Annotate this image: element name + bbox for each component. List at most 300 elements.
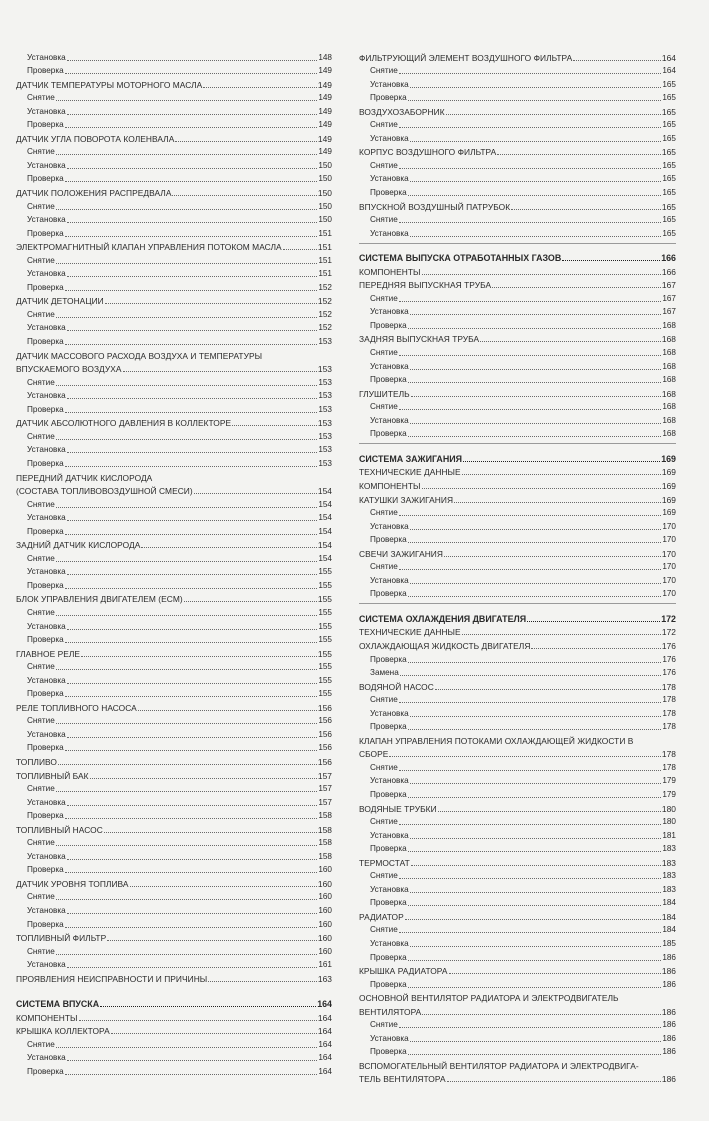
dot-leader <box>410 369 662 370</box>
toc-subentry[interactable] <box>359 1017 676 1031</box>
dot-leader <box>138 710 317 711</box>
toc-entry[interactable] <box>359 464 676 478</box>
toc-entry-title: Установка <box>27 797 66 807</box>
dot-leader <box>175 141 317 142</box>
toc-subentry[interactable] <box>359 130 676 144</box>
dot-leader <box>67 168 318 169</box>
page-number: 152 <box>318 309 332 319</box>
page-number: 154 <box>318 499 332 509</box>
toc-subentry[interactable] <box>16 1050 332 1064</box>
dot-leader <box>411 396 661 397</box>
toc-subentry[interactable] <box>359 692 676 706</box>
toc-entry-title: Снятие <box>370 1020 398 1030</box>
page-number: 160 <box>318 919 332 929</box>
toc-entry-title: ВСПОМОГАТЕЛЬНЫЙ ВЕНТИЛЯТОР РАДИАТОРА И ЭЛЕКТРОДВИГА- <box>359 1060 639 1071</box>
dot-leader <box>399 878 662 879</box>
dot-leader <box>56 154 318 155</box>
page-number: 183 <box>662 871 676 881</box>
dot-leader <box>56 263 318 264</box>
toc-subentry[interactable] <box>16 212 332 226</box>
toc-subentry[interactable] <box>16 117 332 131</box>
toc-subentry[interactable] <box>16 496 332 510</box>
page-number: 165 <box>662 93 676 103</box>
toc-subentry[interactable] <box>16 428 332 442</box>
toc-entry[interactable] <box>16 347 332 361</box>
toc-subentry[interactable] <box>359 935 676 949</box>
toc-entry-title: СБОРЕ <box>359 749 389 760</box>
toc-entry[interactable] <box>16 415 332 429</box>
toc-subentry[interactable] <box>359 184 676 198</box>
toc-subentry[interactable] <box>359 532 676 546</box>
page-number: 163 <box>317 973 332 984</box>
toc-subentry[interactable] <box>359 572 676 586</box>
toc-subentry[interactable] <box>359 586 676 600</box>
dot-leader <box>283 249 317 250</box>
toc-entry-title: ОСНОВНОЙ ВЕНТИЛЯТОР РАДИАТОРА И ЭЛЕКТРОДВИГАТЕЛЬ <box>359 993 619 1004</box>
toc-subentry[interactable] <box>16 63 332 77</box>
dot-leader <box>67 1060 318 1061</box>
dot-leader <box>410 838 662 839</box>
dot-leader <box>56 317 318 318</box>
toc-subentry[interactable] <box>359 976 676 990</box>
toc-entry[interactable] <box>359 624 676 638</box>
toc-subentry[interactable] <box>359 827 676 841</box>
toc-entry-title: Проверка <box>370 979 407 989</box>
toc-entry-title: Установка <box>370 415 409 425</box>
toc-subentry[interactable] <box>359 76 676 90</box>
toc-subentry[interactable] <box>359 881 676 895</box>
toc-subentry[interactable] <box>16 726 332 740</box>
toc-subentry[interactable] <box>359 773 676 787</box>
toc-subentry[interactable] <box>16 659 332 673</box>
toc-entry-title: КОМПОНЕНТЫ <box>16 1012 78 1023</box>
toc-subentry[interactable] <box>359 814 676 828</box>
toc-entry-title: Установка <box>370 361 409 371</box>
toc-subentry[interactable] <box>16 333 332 347</box>
toc-subentry[interactable] <box>16 835 332 849</box>
section-divider <box>359 443 676 444</box>
toc-entry[interactable] <box>359 800 676 814</box>
toc-subentry[interactable] <box>16 550 332 564</box>
toc-subentry[interactable] <box>16 401 332 415</box>
toc-entry[interactable] <box>16 239 332 253</box>
toc-entry-title: Установка <box>27 675 66 685</box>
toc-entry[interactable] <box>359 678 676 692</box>
toc-subentry[interactable] <box>16 632 332 646</box>
toc-entry-title: Снятие <box>27 147 55 157</box>
toc-entry[interactable] <box>16 753 332 767</box>
page-number: 167 <box>661 280 676 291</box>
toc-subentry[interactable] <box>359 841 676 855</box>
toc-entry[interactable] <box>16 821 332 835</box>
toc-entry-title: Установка <box>27 906 66 915</box>
toc-entry[interactable] <box>359 477 676 491</box>
toc-subentry[interactable] <box>16 1063 332 1077</box>
page-number: 164 <box>317 999 332 1010</box>
toc-entry-title: Снятие <box>27 499 55 509</box>
page-number: 155 <box>318 675 332 685</box>
dot-leader <box>67 222 318 223</box>
dot-leader <box>399 222 662 223</box>
toc-entry[interactable] <box>359 277 676 291</box>
toc-entry-title: Проверка <box>370 375 407 385</box>
page-number: 156 <box>318 729 332 739</box>
toc-subentry[interactable] <box>16 957 332 971</box>
page-number: 183 <box>661 857 676 868</box>
toc-subentry[interactable] <box>16 49 332 63</box>
page-number: 156 <box>318 743 332 753</box>
toc-entry-title: КОМПОНЕНТЫ <box>359 480 421 491</box>
page-number: 186 <box>662 1033 676 1043</box>
page-number: 165 <box>662 215 676 225</box>
toc-section-heading[interactable] <box>359 450 676 464</box>
dot-leader <box>497 154 661 155</box>
toc-subentry[interactable] <box>359 317 676 331</box>
page-number: 160 <box>318 906 332 915</box>
dot-leader <box>67 574 318 575</box>
page-number: 166 <box>661 266 676 277</box>
toc-subentry[interactable] <box>16 781 332 795</box>
toc-entry[interactable] <box>359 1057 676 1071</box>
toc-entry-title: Установка <box>27 729 66 739</box>
page-number: 168 <box>662 429 676 439</box>
toc-entry-title: Проверка <box>370 535 407 545</box>
toc-entry[interactable] <box>359 331 676 345</box>
page-number: 149 <box>318 106 332 116</box>
toc-entry-title: КЛАПАН УПРАВЛЕНИЯ ПОТОКАМИ ОХЛАЖДАЮЩЕЙ ЖИДКОСТИ В <box>359 735 634 746</box>
toc-entry-title: Снятие <box>370 925 398 935</box>
toc-entry-title: Установка <box>27 851 66 861</box>
toc-entry-title: ТЕХНИЧЕСКИЕ ДАННЫЕ <box>359 467 461 478</box>
toc-subentry[interactable] <box>359 705 676 719</box>
page-number: 160 <box>318 946 332 956</box>
page-number: 151 <box>318 269 332 279</box>
toc-entry[interactable] <box>359 1003 676 1017</box>
toc-subentry[interactable] <box>359 426 676 440</box>
dot-leader <box>56 954 318 955</box>
toc-subentry[interactable] <box>16 577 332 591</box>
toc-subentry[interactable] <box>16 157 332 171</box>
dot-leader <box>67 683 318 684</box>
page-number: 168 <box>662 348 676 358</box>
page-number: 186 <box>661 966 676 977</box>
toc-entry-title: Проверка <box>27 865 64 875</box>
toc-entry[interactable] <box>359 385 676 399</box>
toc-entry[interactable] <box>16 1009 332 1023</box>
dot-leader <box>410 892 662 893</box>
toc-subentry[interactable] <box>16 618 332 632</box>
toc-subentry[interactable] <box>359 665 676 679</box>
page-number: 158 <box>318 851 332 861</box>
page-number: 185 <box>662 939 676 948</box>
dot-leader <box>408 328 662 329</box>
toc-subentry[interactable] <box>359 759 676 773</box>
toc-subentry[interactable] <box>16 672 332 686</box>
dot-leader <box>130 886 317 887</box>
toc-subentry[interactable] <box>359 225 676 239</box>
toc-subentry[interactable] <box>359 786 676 800</box>
page-number: 179 <box>662 789 676 799</box>
toc-subentry[interactable] <box>359 1044 676 1058</box>
toc-subentry[interactable] <box>359 399 676 413</box>
toc-section-heading[interactable] <box>359 250 676 264</box>
page-number: 168 <box>661 334 676 345</box>
page-number: 165 <box>662 133 676 143</box>
dot-leader <box>573 60 661 61</box>
toc-entry[interactable] <box>359 545 676 559</box>
page-number: 164 <box>318 1053 332 1063</box>
toc-subentry[interactable] <box>359 895 676 909</box>
toc-subentry[interactable] <box>16 740 332 754</box>
toc-entry-title: ВПУСКНОЙ ВОЗДУШНЫЙ ПАТРУБОК <box>359 201 511 212</box>
toc-subentry[interactable] <box>16 198 332 212</box>
toc-subentry[interactable] <box>16 388 332 402</box>
toc-entry[interactable] <box>16 483 332 497</box>
toc-subentry[interactable] <box>359 559 676 573</box>
toc-entry[interactable] <box>16 537 332 551</box>
dot-leader <box>435 689 661 690</box>
toc-subentry[interactable] <box>16 90 332 104</box>
dot-leader <box>67 398 318 399</box>
page-number: 164 <box>317 1026 332 1037</box>
toc-subentry[interactable] <box>16 686 332 700</box>
dot-leader <box>408 905 662 906</box>
toc-subentry[interactable] <box>359 290 676 304</box>
toc-subentry[interactable] <box>359 868 676 882</box>
toc-subentry[interactable] <box>16 916 332 930</box>
toc-entry-title: ВПУСКАЕМОГО ВОЗДУХА <box>16 364 122 375</box>
dot-leader <box>399 73 662 74</box>
toc-entry[interactable] <box>359 263 676 277</box>
toc-entry-title: КРЫШКА КОЛЛЕКТОРА <box>16 1026 110 1037</box>
toc-subentry[interactable] <box>16 252 332 266</box>
toc-section-heading[interactable] <box>359 610 676 624</box>
toc-entry[interactable] <box>359 198 676 212</box>
toc-entry[interactable] <box>359 732 676 746</box>
page-number: 155 <box>318 689 332 699</box>
dot-leader <box>208 981 317 982</box>
toc-entry[interactable] <box>16 184 332 198</box>
toc-entry-title: ДАТЧИК УРОВНЯ ТОПЛИВА <box>16 878 129 889</box>
page-number: 168 <box>662 402 676 412</box>
toc-entry[interactable] <box>359 854 676 868</box>
toc-subentry[interactable] <box>16 713 332 727</box>
page-number: 155 <box>318 621 332 631</box>
toc-entry-title: Проверка <box>370 1047 407 1057</box>
page-number: 168 <box>662 415 676 425</box>
toc-entry[interactable] <box>16 930 332 944</box>
dot-leader <box>531 648 660 649</box>
toc-subentry[interactable] <box>16 171 332 185</box>
dot-leader <box>67 114 318 115</box>
dot-leader <box>65 344 318 345</box>
toc-entry-title: ВОДЯНОЙ НАСОС <box>359 681 434 692</box>
page-number: 183 <box>662 884 676 894</box>
page-number: 178 <box>662 708 676 718</box>
toc-entry-title: Снятие <box>27 309 55 319</box>
toc-subentry[interactable] <box>16 103 332 117</box>
toc-entry-title: Установка <box>370 228 409 238</box>
toc-entry[interactable] <box>16 875 332 889</box>
toc-subentry[interactable] <box>16 523 332 537</box>
page-number: 180 <box>662 817 676 827</box>
toc-subentry[interactable] <box>359 1030 676 1044</box>
toc-subentry[interactable] <box>359 505 676 519</box>
toc-entry[interactable] <box>359 990 676 1004</box>
toc-entry-title: Установка <box>27 513 66 523</box>
toc-entry-title: Снятие <box>370 348 398 358</box>
toc-section-heading[interactable] <box>16 996 332 1010</box>
dot-leader <box>562 260 660 261</box>
toc-entry-title: Проверка <box>27 282 64 292</box>
toc-subentry[interactable] <box>359 949 676 963</box>
toc-subentry[interactable] <box>16 144 332 158</box>
toc-subentry[interactable] <box>359 90 676 104</box>
toc-subentry[interactable] <box>16 564 332 578</box>
dot-leader <box>56 100 318 101</box>
toc-subentry[interactable] <box>16 943 332 957</box>
dot-leader <box>194 493 317 494</box>
toc-subentry[interactable] <box>359 117 676 131</box>
toc-entry[interactable] <box>16 293 332 307</box>
dot-leader <box>462 474 661 475</box>
toc-entry[interactable] <box>16 469 332 483</box>
dot-leader <box>410 1041 662 1042</box>
toc-entry[interactable] <box>359 1071 676 1085</box>
page-number: 169 <box>661 453 676 464</box>
page-number: 178 <box>661 681 676 692</box>
toc-entry[interactable] <box>16 970 332 984</box>
toc-entry-title: Снятие <box>27 946 55 956</box>
toc-entry[interactable] <box>16 591 332 605</box>
toc-entry-title: Снятие <box>370 293 398 303</box>
toc-subentry[interactable] <box>359 344 676 358</box>
dot-leader <box>449 973 661 974</box>
dot-leader <box>56 385 318 386</box>
page-number: 178 <box>662 722 676 732</box>
toc-subentry[interactable] <box>16 442 332 456</box>
toc-entry-title: Проверка <box>27 635 64 645</box>
toc-subentry[interactable] <box>16 848 332 862</box>
toc-subentry[interactable] <box>16 889 332 903</box>
dot-leader <box>400 675 662 676</box>
toc-entry-title: Установка <box>27 1053 66 1063</box>
toc-subentry[interactable] <box>16 374 332 388</box>
toc-entry[interactable] <box>16 767 332 781</box>
toc-subentry[interactable] <box>359 922 676 936</box>
toc-entry[interactable] <box>16 76 332 90</box>
toc-entry[interactable] <box>16 361 332 375</box>
dot-leader <box>399 702 662 703</box>
toc-entry-title: Снятие <box>370 762 398 772</box>
toc-entry[interactable] <box>16 130 332 144</box>
toc-entry-title: СИСТЕМА ВЫПУСКА ОТРАБОТАННЫХ ГАЗОВ <box>359 253 562 264</box>
toc-entry-title: Установка <box>27 160 66 170</box>
toc-entry-title: КРЫШКА РАДИАТОРА <box>359 966 448 977</box>
toc-subentry[interactable] <box>16 794 332 808</box>
toc-entry[interactable] <box>359 908 676 922</box>
toc-subentry[interactable] <box>16 604 332 618</box>
toc-entry[interactable] <box>359 637 676 651</box>
toc-subentry[interactable] <box>359 372 676 386</box>
toc-entry-title: Проверка <box>370 429 407 439</box>
toc-subentry[interactable] <box>16 808 332 822</box>
page-number: 158 <box>317 824 332 835</box>
toc-entry[interactable] <box>16 1023 332 1037</box>
toc-entry[interactable] <box>359 103 676 117</box>
toc-subentry[interactable] <box>16 320 332 334</box>
toc-subentry[interactable] <box>359 412 676 426</box>
toc-entry-title: Проверка <box>27 811 64 821</box>
dot-leader <box>107 940 317 941</box>
dot-leader <box>410 87 662 88</box>
toc-entry-title: ТЕРМОСТАТ <box>359 857 410 868</box>
page-number: 169 <box>661 494 676 505</box>
page-number: 184 <box>661 911 676 922</box>
page-number: 160 <box>317 933 332 944</box>
toc-subentry[interactable] <box>16 510 332 524</box>
toc-subentry[interactable] <box>16 902 332 916</box>
toc-entry[interactable] <box>359 963 676 977</box>
toc-entry[interactable] <box>16 645 332 659</box>
page-number: 170 <box>662 575 676 585</box>
page-number: 170 <box>662 562 676 572</box>
toc-entry-title: КАТУШКИ ЗАЖИГАНИЯ <box>359 494 454 505</box>
toc-entry-title: Снятие <box>370 871 398 881</box>
toc-entry[interactable] <box>359 491 676 505</box>
toc-subentry[interactable] <box>359 63 676 77</box>
toc-subentry[interactable] <box>359 171 676 185</box>
dot-leader <box>410 529 662 530</box>
toc-subentry[interactable] <box>16 225 332 239</box>
toc-subentry[interactable] <box>16 1036 332 1050</box>
page-number: 168 <box>662 361 676 371</box>
toc-subentry[interactable] <box>359 518 676 532</box>
page-number: 178 <box>661 749 676 760</box>
toc-subentry[interactable] <box>16 279 332 293</box>
toc-entry-title: Установка <box>370 307 409 317</box>
toc-entry-title: ДАТЧИК ДЕТОНАЦИИ <box>16 296 104 307</box>
page-number: 157 <box>318 784 332 794</box>
toc-entry-title: ТЕЛЬ ВЕНТИЛЯТОРА <box>359 1074 446 1085</box>
page-number: 154 <box>317 486 332 497</box>
toc-subentry[interactable] <box>16 862 332 876</box>
toc-entry-title: Проверка <box>370 188 407 198</box>
toc-subentry[interactable] <box>359 304 676 318</box>
page-number: 168 <box>662 320 676 330</box>
toc-subentry[interactable] <box>359 358 676 372</box>
toc-subentry[interactable] <box>359 157 676 171</box>
toc-entry[interactable] <box>359 49 676 63</box>
toc-entry[interactable] <box>359 746 676 760</box>
toc-entry-title: ВОДЯНЫЕ ТРУБКИ <box>359 803 437 814</box>
toc-subentry[interactable] <box>16 266 332 280</box>
toc-subentry[interactable] <box>16 306 332 320</box>
page-number: 170 <box>662 589 676 599</box>
dot-leader <box>399 824 662 825</box>
toc-subentry[interactable] <box>359 651 676 665</box>
toc-subentry[interactable] <box>359 719 676 733</box>
page-number: 161 <box>318 960 332 970</box>
toc-entry[interactable] <box>359 144 676 158</box>
toc-entry-title: Снятие <box>370 695 398 705</box>
dot-leader <box>67 859 318 860</box>
page-number: 151 <box>317 242 332 253</box>
toc-subentry[interactable] <box>359 212 676 226</box>
toc-entry[interactable] <box>16 699 332 713</box>
toc-entry-title: ВЕНТИЛЯТОРА <box>359 1006 422 1017</box>
toc-subentry[interactable] <box>16 455 332 469</box>
